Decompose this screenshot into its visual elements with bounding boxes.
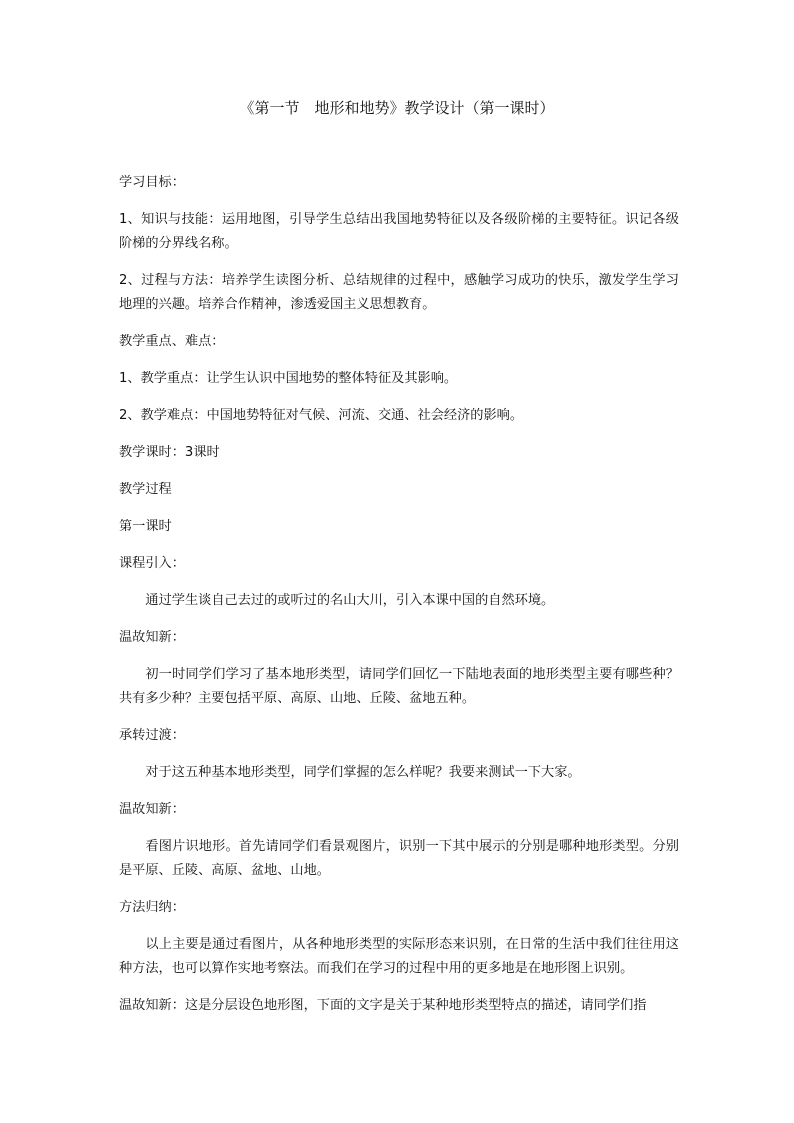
- difficult-point: 2、教学难点：中国地势特征对气候、河流、交通、社会经济的影响。: [119, 408, 524, 423]
- heading-review-1: 温故知新：: [119, 630, 185, 645]
- document-title: 《第一节 地形和地势》教学设计（第一课时）: [239, 99, 555, 117]
- document-body: [119, 171, 679, 1031]
- transition-text: 对于这五种基本地形类型，同学们掌握的怎么样呢？我要来测试一下大家。: [145, 765, 581, 780]
- heading-key-difficult-points: 教学重点、难点：: [119, 334, 225, 349]
- goal-process-methods: 2、过程与方法：培养学生读图分析、总结规律的过程中，感触学习成功的快乐，激发学生学习地理的兴趣。培养合作精神，渗透爱国主义思想教育。: [119, 273, 679, 312]
- review-2-text: 看图片识地形。首先请同学们看景观图片，识别一下其中展示的分别是哪种地形类型。分别是平原、丘陵、高原、盆地、山地。: [119, 839, 679, 878]
- review-1-text: 初一时同学们学习了基本地形类型，请同学们回忆一下陆地表面的地形类型主要有哪些种？共有多少种？主要包括平原、高原、山地、丘陵、盆地五种。: [119, 667, 679, 706]
- heading-learning-goals: 学习目标：: [119, 175, 185, 190]
- key-point: 1、教学重点：让学生认识中国地势的整体特征及其影响。: [119, 371, 458, 386]
- course-intro-text: 通过学生谈自己去过的或听过的名山大川，引入本课中国的自然环境。: [145, 593, 555, 608]
- heading-course-intro: 课程引入：: [119, 556, 185, 571]
- heading-transition: 承转过渡：: [119, 728, 185, 743]
- heading-first-lesson: 第一课时: [119, 519, 172, 534]
- method-summary-text: 以上主要是通过看图片，从各种地形类型的实际形态来识别，在日常的生活中我们往往用这种方法，也可以算作实地考察法。而我们在学习的过程中用的更多地是在地形图上识别。: [119, 937, 679, 976]
- teaching-hours: 教学课时：3课时: [119, 445, 220, 460]
- review-3-text: 温故知新：这是分层设色地形图，下面的文字是关于某种地形类型特点的描述，请同学们指: [119, 998, 647, 1013]
- goal-knowledge-skills: 1、知识与技能：运用地图，引导学生总结出我国地势特征以及各级阶梯的主要特征。识记各级阶梯的分界线名称。: [119, 212, 679, 251]
- heading-teaching-process: 教学过程: [119, 482, 172, 497]
- heading-method-summary: 方法归纳：: [119, 900, 185, 915]
- heading-review-2: 温故知新：: [119, 802, 185, 817]
